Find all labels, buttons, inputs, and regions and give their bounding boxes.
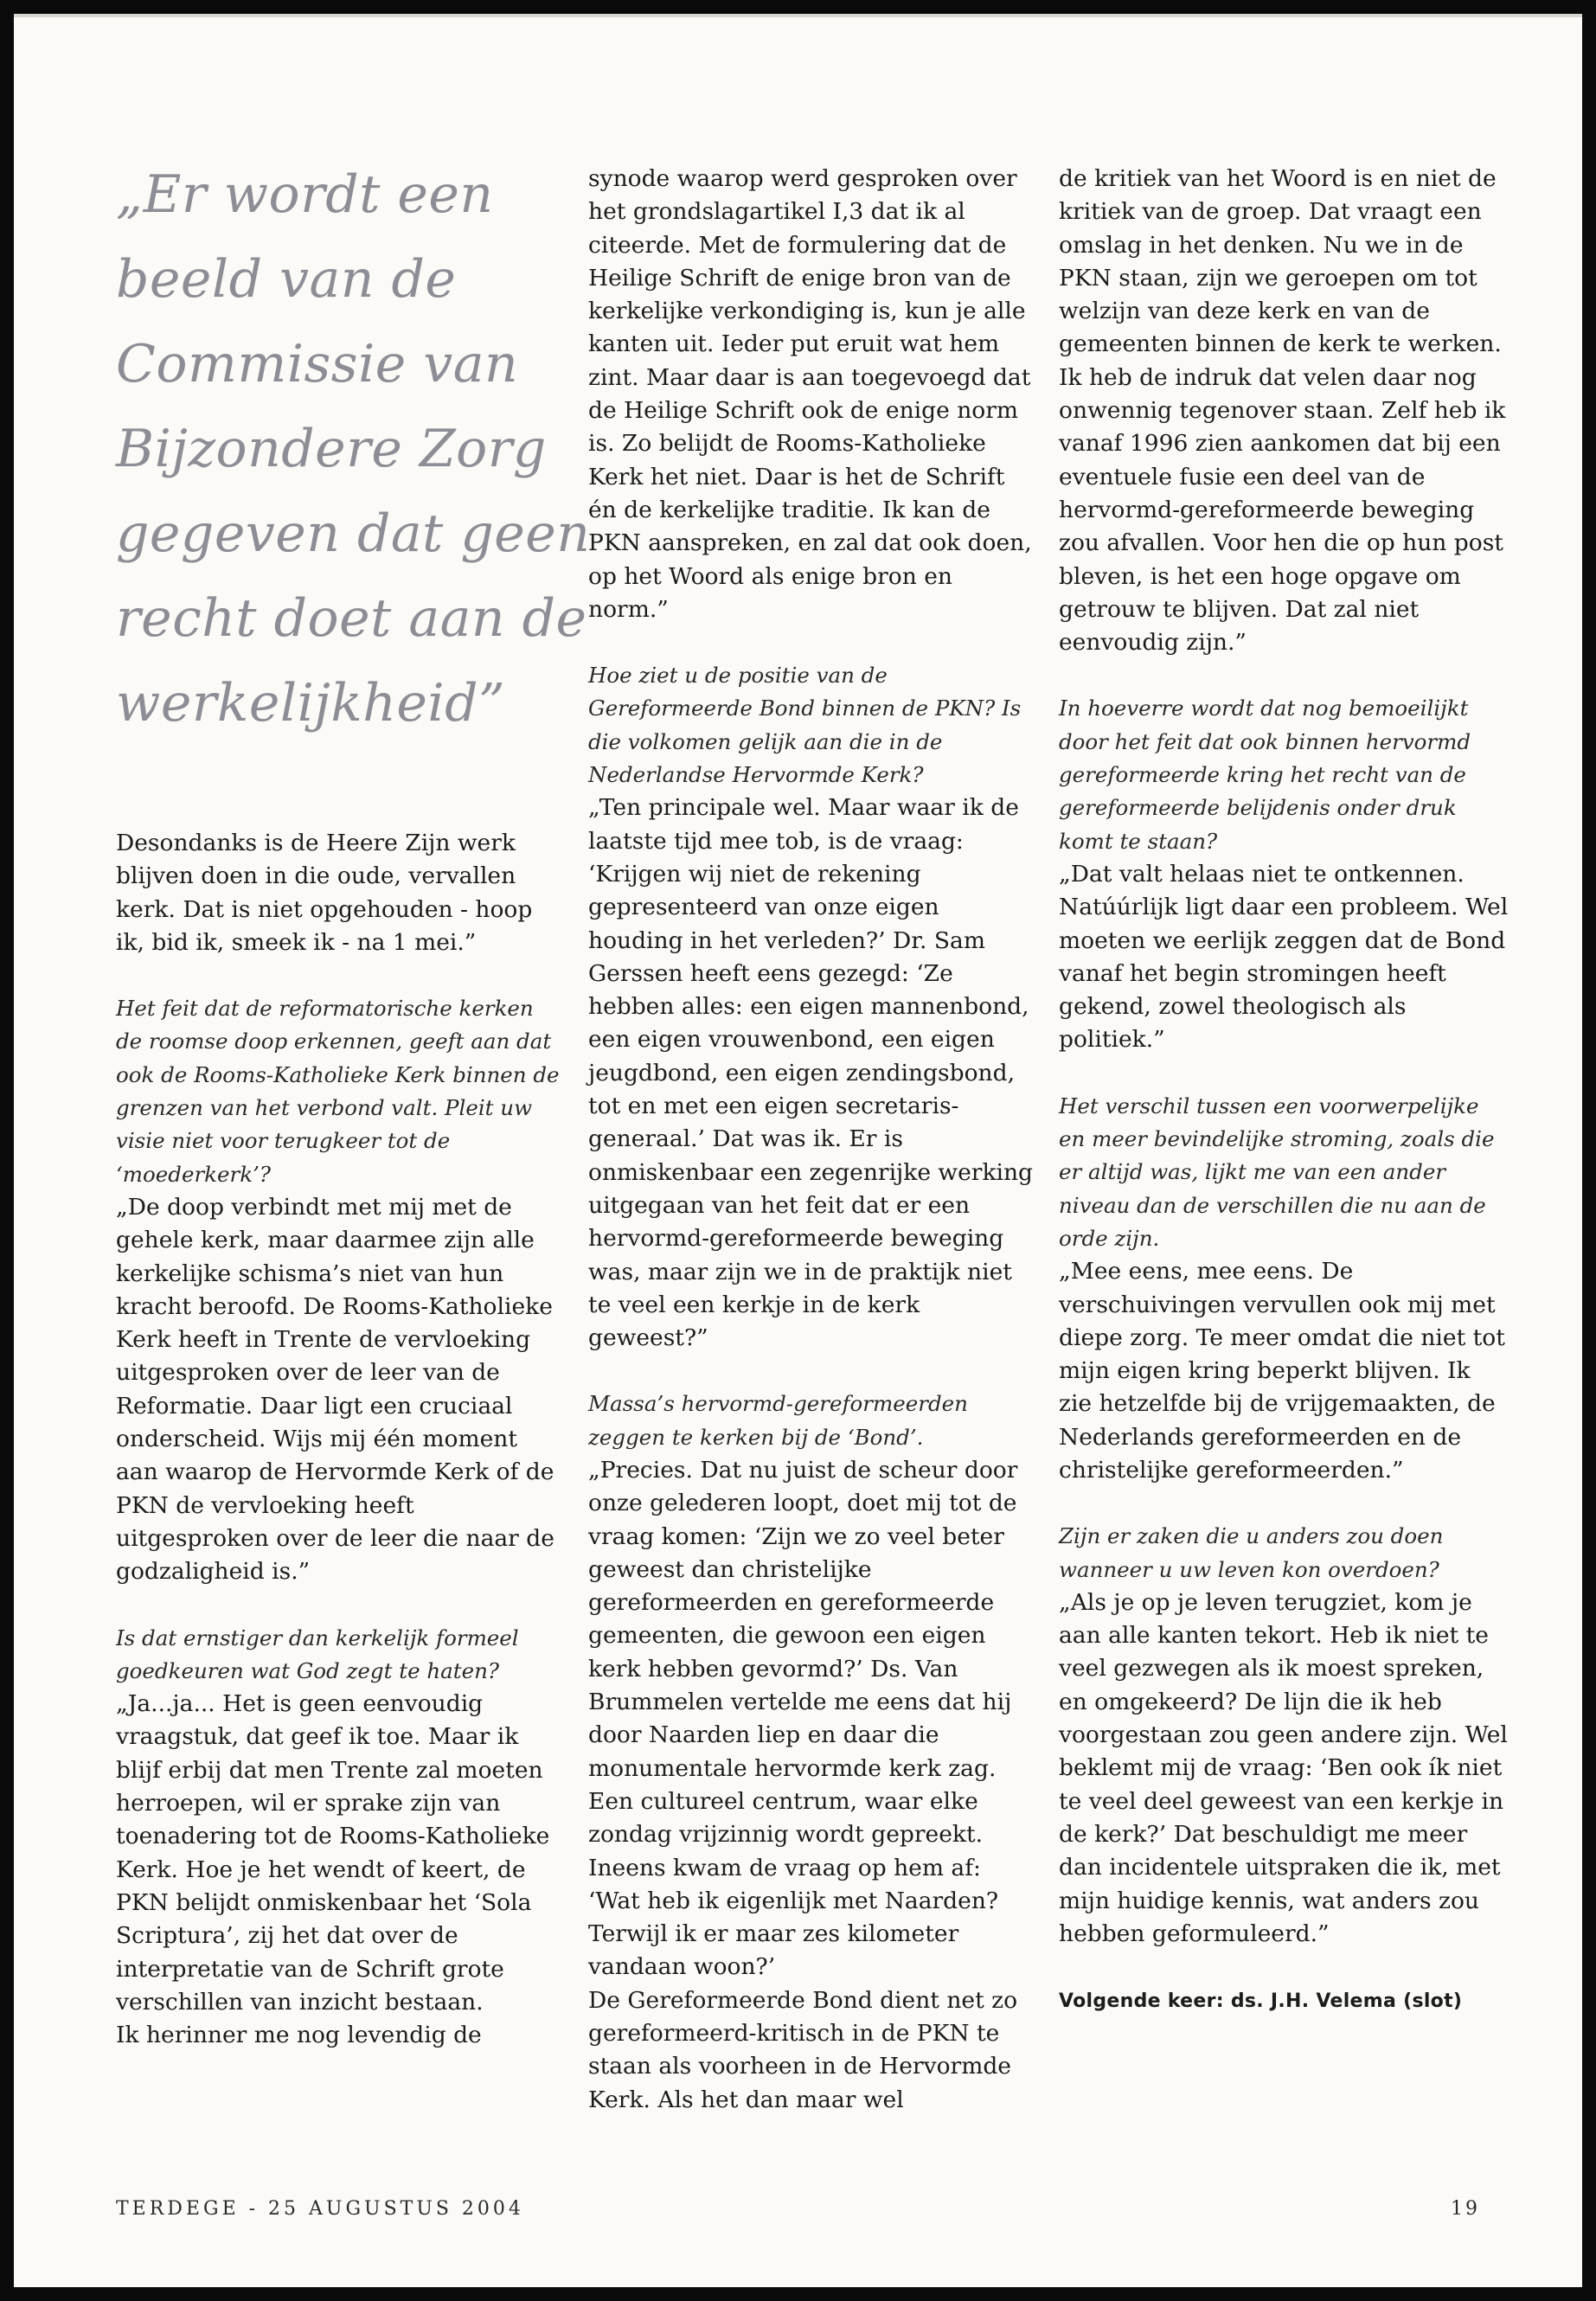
top-rule	[14, 14, 1582, 17]
interview-answer: „Dat valt helaas niet te ontkennen. Natúúrlijk ligt daar een probleem. Wel moeten we eerlijk zeggen dat de Bond vanaf het begin stromingen heeft gekend, zowel theologisch als politiek.”	[1059, 860, 1509, 1054]
interview-answer: Ik herinner me nog levendig de	[116, 2022, 482, 2049]
interview-answer: „Als je op je leven terugziet, kom je aan alle kanten tekort. Heb ik niet te veel gezwegen als ik moest spreken, en omgekeerd? De lijn die ik heb voorgestaan zou geen andere zijn. Wel beklemt mij de vraag: ‘Ben ook ík niet te veel deel geweest van een kerkje in de kerk?’ Dat beschuldigt me meer dan incidentele uitspraken die ik, met mijn huidige kennis, wat anders zou hebben geformuleerd.”	[1059, 1588, 1508, 1947]
column-1	[116, 827, 566, 2052]
footer-publication: TERDEGE - 25 AUGUSTUS 2004	[116, 2198, 524, 2220]
interview-answer: „Mee eens, mee eens. De verschuivingen vervullen ook mij met diepe zorg. Te meer omdat die niet tot mijn eigen kring beperkt blijven. Ik zie hetzelfde bij de vrijgemaakten, de Nederlands gereformeerden en de christelijke gereformeerden.”	[1059, 1258, 1505, 1484]
interview-answer: „Ten principale wel. Maar waar ik de laatste tijd mee tob, is de vraag: ‘Krijgen wij niet de rekening gepresenteerd van onze eigen houding in het verleden?’ Dr. Sam Gerssen heeft eens gezegd: ‘Ze hebben alles: een eigen mannenbond, een eigen vrouwenbond, een eigen jeugdbond, een eigen zendingsbond, tot en met een eigen secretaris-generaal.’ Dat was ik. Er is onmiskenbaar een zegenrijke werking uitgegaan van het feit dat er een hervormd-gereformeerde beweging was, maar zijn we in de praktijk niet te veel een kerkje in de kerk geweest?”	[588, 794, 1034, 1352]
paragraph: synode waarop werd gesproken over het grondslagartikel I,3 dat ik al citeerde. Met de formulering dat de Heilige Schrift de enige bron van de kerkelijke verkondiging is, kun je alle kanten uit. Ieder put eruit wat hem zint. Maar daar is aan toegevoegd dat de Heilige Schrift ook de enige norm is. Zo belijdt de Rooms-Katholieke Kerk het niet. Daar is het de Schrift én de kerkelijke traditie. Ik kan de PKN aanspreken, en zal dat ook doen, op het Woord als enige bron en norm.”	[588, 165, 1032, 623]
interview-answer: „Ja...ja... Het is geen eenvoudig vraagstuk, dat geef ik toe. Maar ik blijf erbij dat men Trente zal moeten herroepen, wil er sprake zijn van toenadering tot de Rooms-Katholieke Kerk. Hoe je het wendt of keert, de PKN belijdt onmiskenbaar het ‘Sola Scriptura’, zij het dat over de interpretatie van de Schrift grote verschillen van inzicht bestaan.	[116, 1690, 550, 2016]
interview-question: Het verschil tussen een voorwerpelijke en meer bevindelijke stroming, zoals die er altijd was, lijkt me van een ander niveau dan de verschillen die nu aan de orde zijn.	[1059, 1093, 1495, 1251]
paragraph: Desondanks is de Heere Zijn werk blijven doen in die oude, vervallen kerk. Dat is niet opgehouden - hoop ik, bid ik, smeek ik - na 1 mei.”	[116, 830, 533, 956]
interview-question: In hoeverre wordt dat nog bemoeilijkt door het feit dat ook binnen hervormd gereformeerde kring het recht van de gereformeerde belijdenis onder druk komt te staan?	[1059, 695, 1471, 854]
pull-quote: „Er wordt een beeld van de Commissie van Bijzondere Zorg gegeven dat geen recht doet aan de werkelijkheid”	[116, 164, 591, 734]
interview-question: Massa’s hervormd-gereformeerden zeggen te kerken bij de ‘Bond’.	[588, 1391, 968, 1450]
page-number: 19	[1451, 2198, 1480, 2220]
paragraph: de kritiek van het Woord is en niet de kritiek van de groep. Dat vraagt een omslag in het denken. Nu we in de PKN staan, zijn we geroepen om tot welzijn van deze kerk en van de gemeenten binnen de kerk te werken. Ik heb de indruk dat velen daar nog onwennig tegenover staan. Zelf heb ik vanaf 1996 zien aankomen dat bij een eventuele fusie een deel van de hervormd-gereformeerde beweging zou afvallen. Voor hen die op hun post bleven, is het een hoge opgave om getrouw te blijven. Dat zal niet eenvoudig zijn.”	[1059, 165, 1506, 657]
interview-answer: „Precies. Dat nu juist de scheur door onze gelederen loopt, doet mij tot de vraag komen: ‘Zijn we zo veel beter geweest dan christelijke gereformeerden en gereformeerde gemeenten, die gewoon een eigen kerk hebben gevormd?’ Ds. Van Brummelen vertelde me eens dat hij door Naarden liep en daar die monumentale hervormde kerk zag. Een cultureel centrum, waar elke zondag vrijzinnig wordt gepreekt. Ineens kwam de vraag op hem af: ‘Wat heb ik eigenlijk met Naarden? Terwijl ik er maar zes kilometer vandaan woon?’	[588, 1456, 1018, 1981]
interview-question: Is dat ernstiger dan kerkelijk formeel goedkeuren wat God zegt te haten?	[116, 1625, 519, 1683]
interview-question: Het feit dat de reformatorische kerken de roomse doop erkennen, geeft aan dat ook de Rooms-Katholieke Kerk binnen de grenzen van het verbond valt. Pleit uw visie niet voor terugkeer tot de ‘moederkerk’?	[116, 996, 560, 1187]
magazine-page	[14, 14, 1582, 2287]
interview-answer: De Gereformeerde Bond dient net zo gereformeerd-kritisch in de PKN te staan als voorheen in de Hervormde Kerk. Als het dan maar wel	[588, 1986, 1018, 2113]
interview-answer: „De doop verbindt met mij met de gehele kerk, maar daarmee zijn alle kerkelijke schisma’s niet van hun kracht beroofd. De Rooms-Katholieke Kerk heeft in Trente de vervloeking uitgesproken over de leer van de Reformatie. Daar ligt een cruciaal onderscheid. Wijs mij één moment aan waarop de Hervormde Kerk of de PKN de vervloeking heeft uitgesproken over de leer die naar de godzaligheid is.”	[116, 1193, 554, 1586]
next-episode-note: Volgende keer: ds. J.H. Velema (slot)	[1059, 1990, 1463, 2013]
column-2	[588, 163, 1038, 2117]
column-3	[1059, 163, 1509, 2018]
interview-question: Zijn er zaken die u anders zou doen wanneer u uw leven kon overdoen?	[1059, 1523, 1444, 1582]
interview-question: Hoe ziet u de positie van de Gereformeerde Bond binnen de PKN? Is die volkomen gelijk aan die in de Nederlandse Hervormde Kerk?	[588, 663, 1022, 788]
